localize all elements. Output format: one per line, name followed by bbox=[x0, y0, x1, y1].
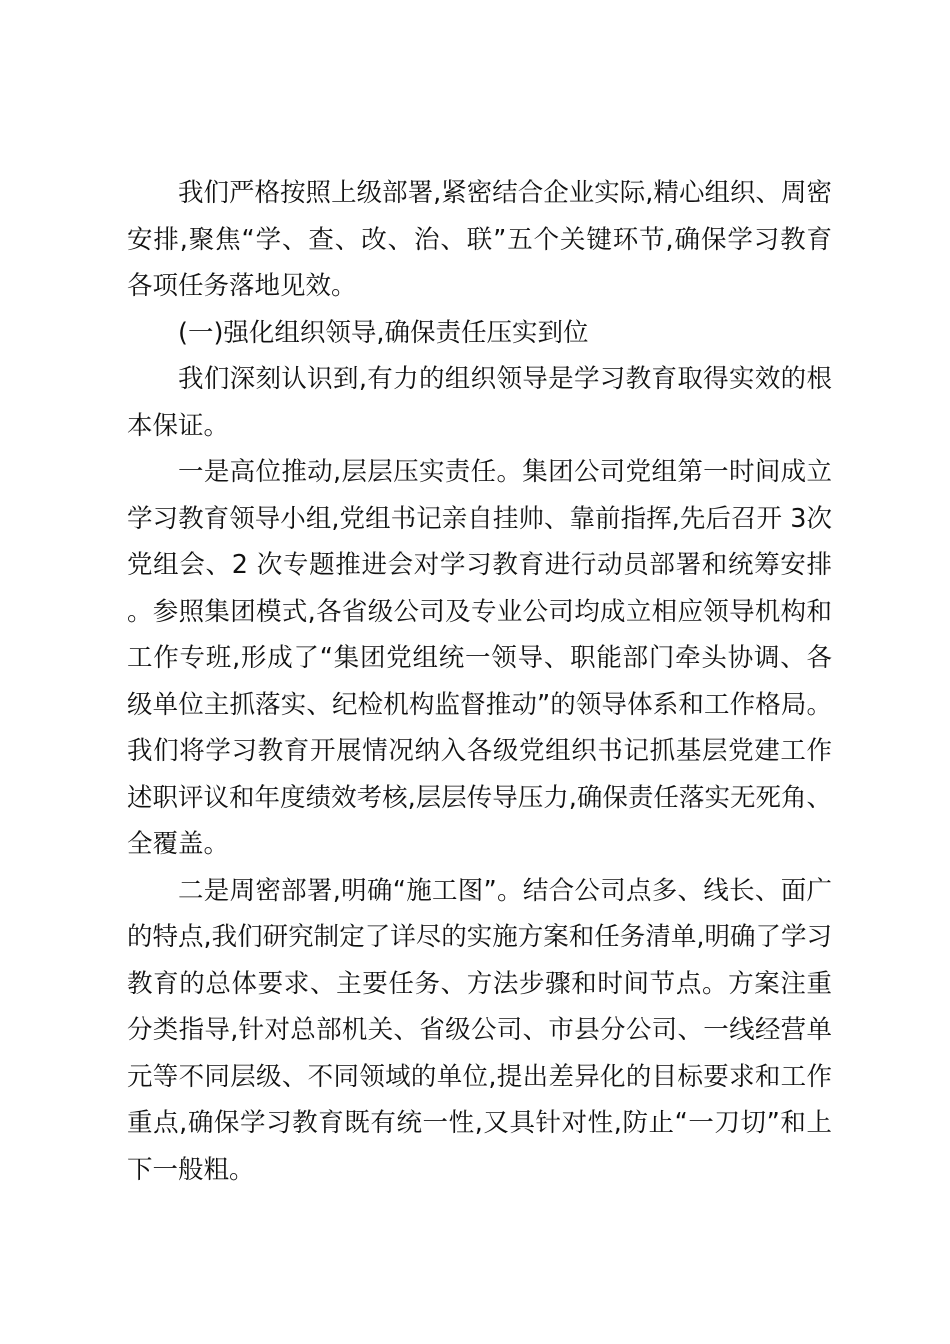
document-body bbox=[127, 170, 832, 1193]
paragraph-section-intro: 我们深刻认识到,有力的组织领导是学习教育取得实效的根本保证。 bbox=[127, 364, 832, 441]
paragraph-intro: 我们严格按照上级部署,紧密结合企业实际,精心组织、周密安排,聚焦“学、查、改、治、联”五个关键环节,确保学习教育各项任务落地见效。 bbox=[127, 178, 832, 301]
section-heading: (一)强化组织领导,确保责任压实到位 bbox=[178, 317, 589, 348]
paragraph-point-one: 一是高位推动,层层压实责任。集团公司党组第一时间成立学习教育领导小组,党组书记亲自挂帅、靠前指挥,先后召开 3次党组会、2 次专题推进会对学习教育进行动员部署和统筹安排。参照集团模式,各省级公司及专业公司均成立相应领导机构和工作专班,形成了“集团党组统一领导、职能部门牵头协调、各级单位主抓落实、纪检机构监督推动”的领导体系和工作格局。我们将学习教育开展情况纳入各级党组织书记抓基层党建工作述职评议和年度绩效考核,层层传导压力,确保责任落实无死角、全覆盖。 bbox=[127, 457, 832, 859]
paragraph-point-two: 二是周密部署,明确“施工图”。结合公司点多、线长、面广的特点,我们研究制定了详尽的实施方案和任务清单,明确了学习教育的总体要求、主要任务、方法步骤和时间节点。方案注重分类指导,针对总部机关、省级公司、市县分公司、一线经营单元等不同层级、不同领域的单位,提出差异化的目标要求和工作重点,确保学习教育既有统一性,又具针对性,防止“一刀切”和上下一般粗。 bbox=[127, 875, 832, 1185]
